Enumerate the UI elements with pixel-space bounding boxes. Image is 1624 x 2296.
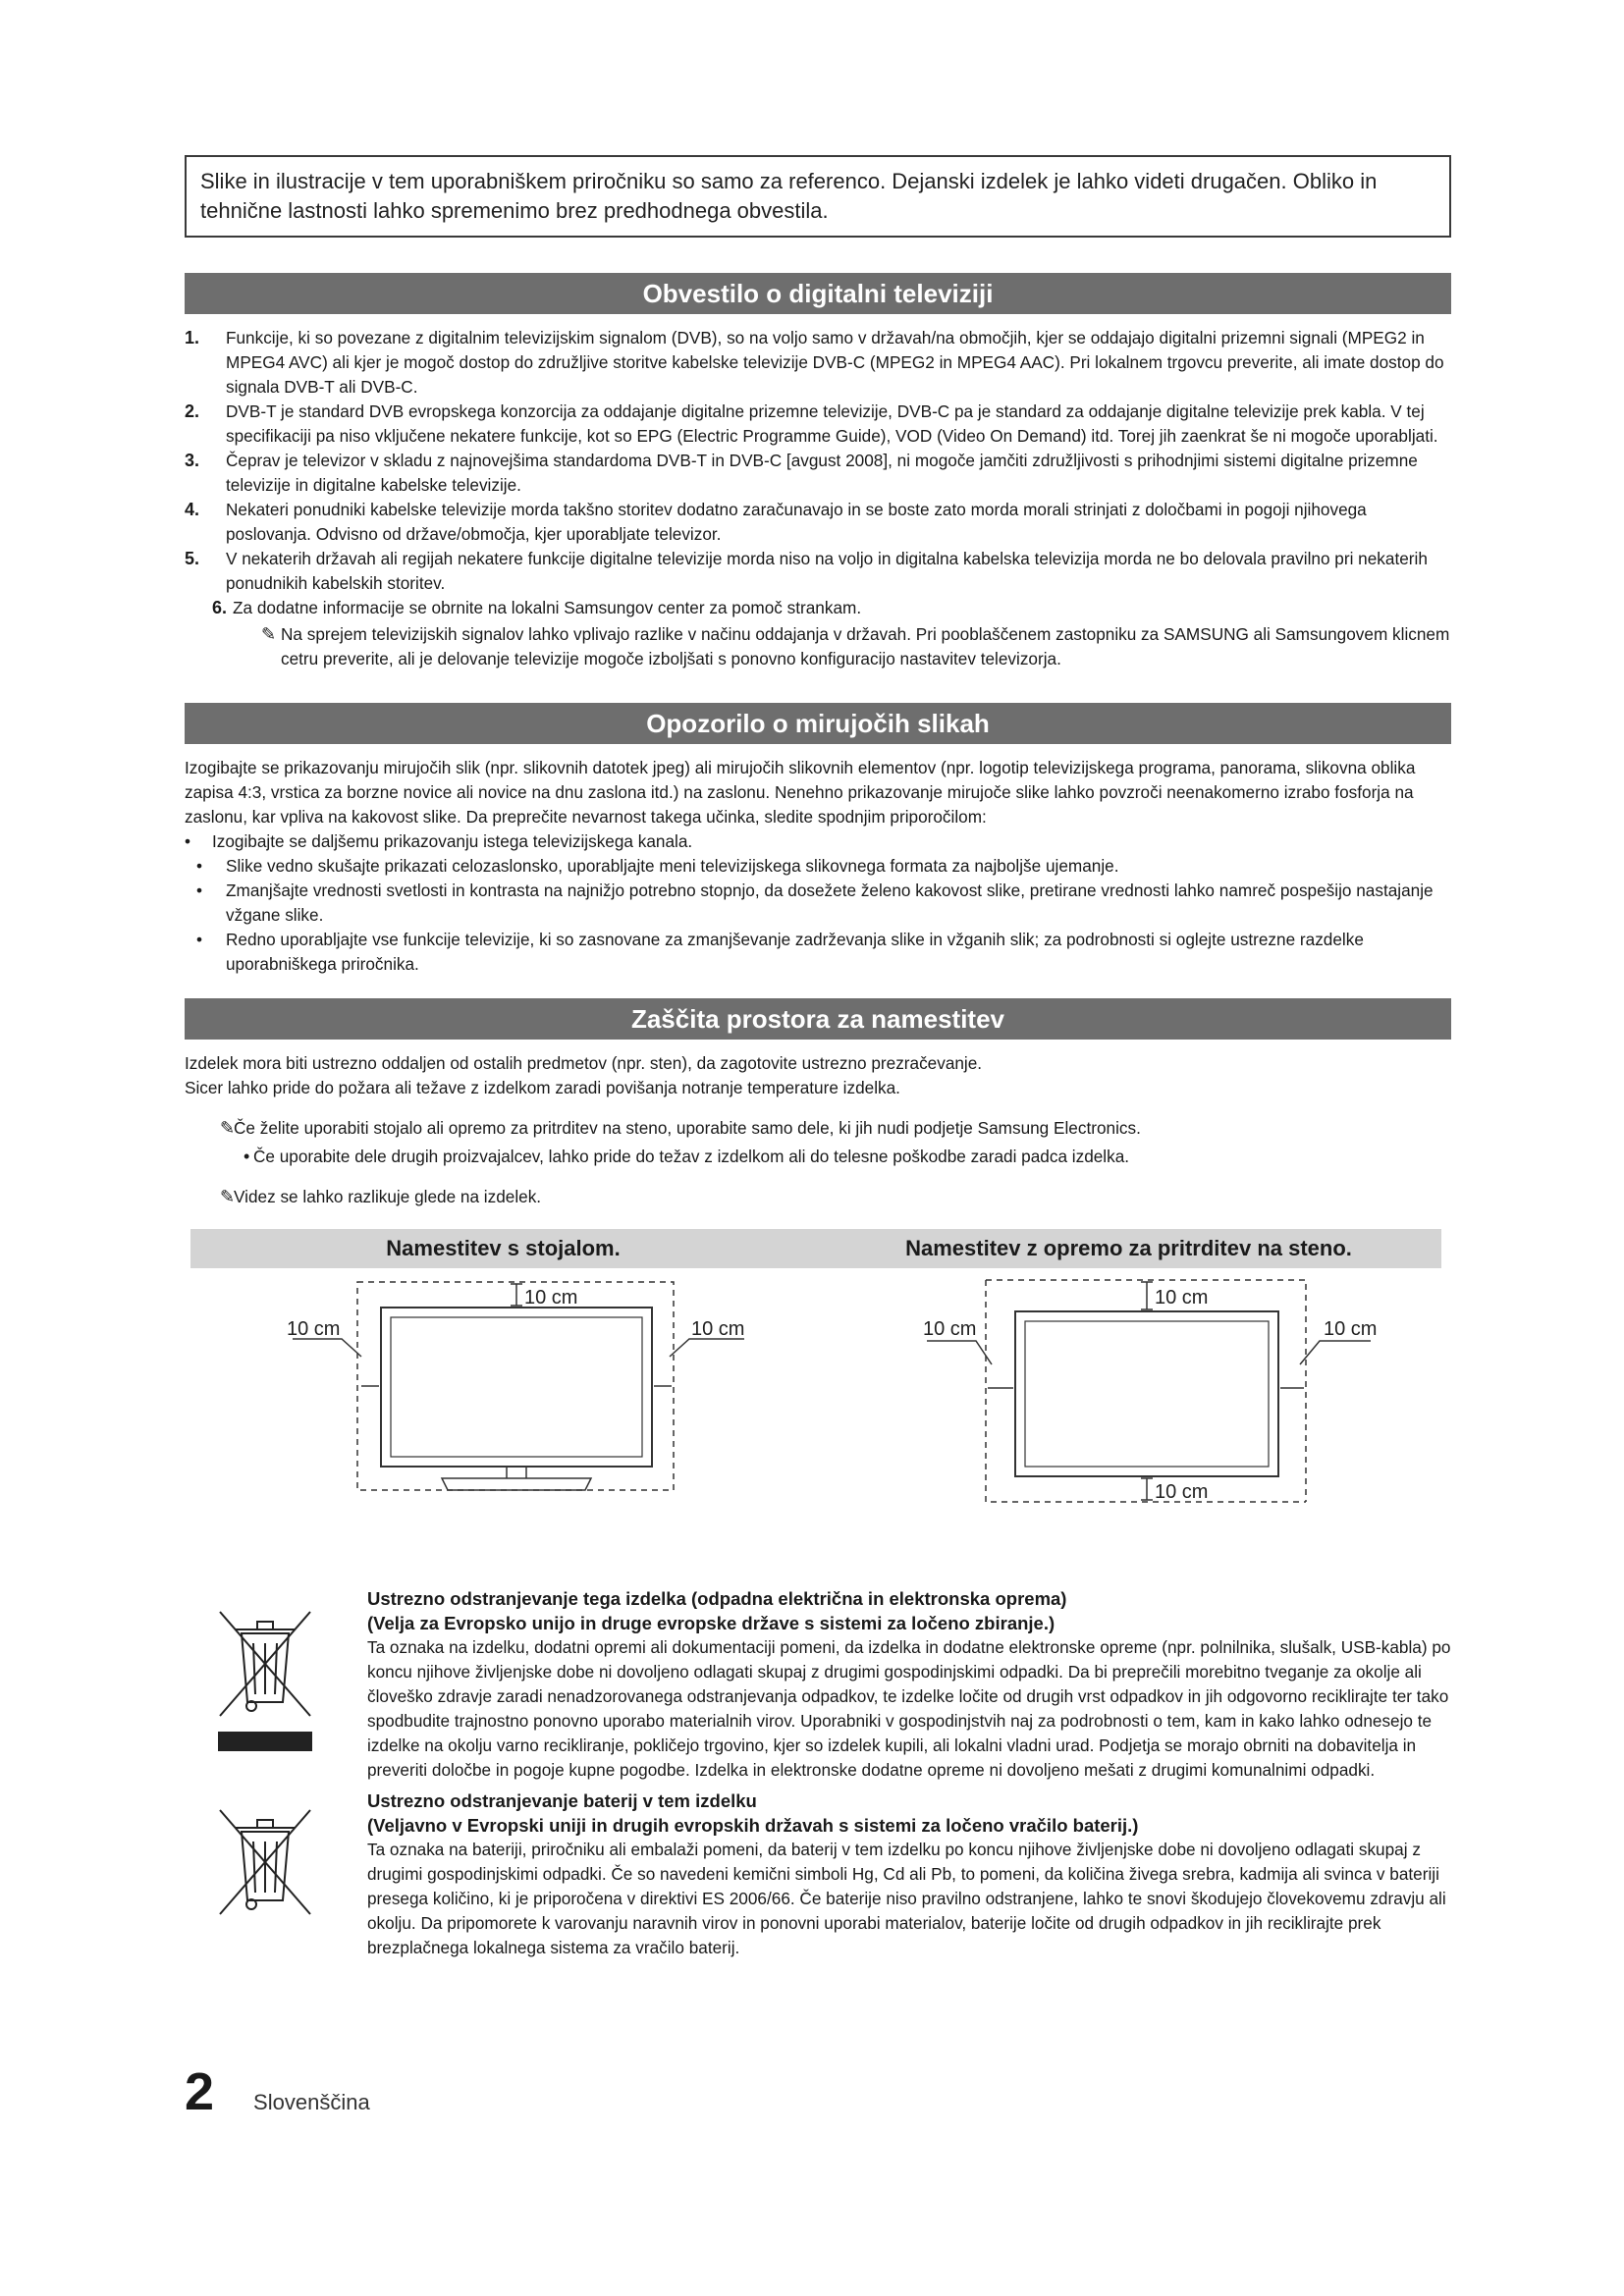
sub-note-dot-icon: • [244, 1147, 250, 1166]
item-number: 3. [185, 451, 200, 470]
crossed-out-bin-icon [214, 1606, 316, 1753]
section-heading-still-images: Opozorilo o mirujočih slikah [185, 703, 1451, 744]
weee-subtitle: (Velja za Evropsko unijo in druge evropske države s sistemi za ločeno zbiranje.) [367, 1613, 1056, 1633]
list-item [185, 449, 1451, 498]
list-item [185, 547, 1451, 596]
battery-body: Ta oznaka na bateriji, priročniku ali embalaži pomeni, da baterij v tem izdelku po koncu njihove življenjske dobe ni dovoljeno odlagati skupaj z drugimi gospodinjskimi odpadki. Če so navedeni kemični simboli Hg, Cd ali Pb, to pomeni, da količina živega srebra, kadmija ali svinca v bateriji presega količino, ki je priporočena v direktivi ES 2006/66. Če baterije niso pravilno odstranjene, lahko te snovi škodujejo človekovemu zdravju ali okolju. Da pripomorete k varovanju naravnih virov in ponovni uporabi materialov, baterije ločite od drugih odpadkov in jih reciklirajte prek brezplačnega lokalnega sistema za vračilo baterij. [367, 1840, 1446, 1957]
list-item [185, 400, 1451, 449]
note-text: Na sprejem televizijskih signalov lahko vplivajo razlike v načinu oddajanja v državah. Pri pooblaščenem zastopniku za SAMSUNG ali Samsungovem klicnem cetru preverite, ali je delovanje televizije mogoče izboljšati s ponovno konfiguracijo nastavitev televizorja. [281, 624, 1450, 668]
bullet-item [185, 854, 1451, 879]
battery-disposal-block [185, 1789, 1451, 1960]
note-text: Če želite uporabiti stojalo ali opremo za pritrditev na steno, uporabite samo dele, ki jih nudi podjetje Samsung Electronics. [234, 1118, 1141, 1138]
dim-label: 10 cm [1324, 1318, 1378, 1340]
wall-clearance-boundary-top [986, 1280, 1306, 1502]
third-party-parts-note [185, 1145, 1451, 1169]
page-number: 2 [185, 2062, 215, 2121]
reception-note [185, 622, 1451, 671]
disclaimer-box: Slike in ilustracije v tem uporabniškem priročniku so samo za referenco. Dejanski izdelek je lahko videti drugačen. Obliko in tehnične lastnosti lahko spremenimo brez predhodnega obvestila. [185, 155, 1451, 238]
stand-clearance-boundary [357, 1282, 674, 1490]
note-pencil-icon: ✎ [220, 1118, 236, 1138]
section-heading-digital-tv: Obvestilo o digitalni televiziji [185, 273, 1451, 314]
dim-label: 10 cm [1155, 1481, 1209, 1503]
weee-disposal-block [185, 1586, 1451, 1783]
bullet-item [185, 829, 1451, 854]
item-number: 1. [185, 328, 200, 347]
list-item [185, 326, 1451, 400]
bullet-dot-icon: • [196, 881, 203, 900]
still-images-intro: Izogibajte se prikazovanju mirujočih slik (npr. slikovnih datotek jpeg) ali mirujočih slikovnih elementov (npr. logotip televizijskega programa, panorama, slikovna oblika zapisa 4:3, vrstica za borzne novice ali novice na dnu zaslona itd.) na zaslonu. Nenehno prikazovanje mirujoče slike lahko povzroči neenakomerno izrabo fosforja na zaslonu, kar vpliva na kakovost slike. Da preprečite nevarnost takega učinka, sledite spodnjim priporočilom: [185, 758, 1416, 827]
battery-subtitle: (Veljavno v Evropski uniji in drugih evropskih državah s sistemi za ločeno vračilo baterij.) [367, 1815, 1139, 1836]
wall-clearance-boundary [986, 1280, 1306, 1502]
bullet-text: Redno uporabljajte vse funkcije televizije, ki so zasnovane za zmanjševanje zadrževanja slike in vžganih slik; za podrobnosti si oglejte ustrezne razdelke uporabniškega priročnika. [226, 930, 1364, 974]
dim-label: 10 cm [1155, 1287, 1209, 1308]
note-pencil-icon: ✎ [261, 624, 277, 644]
item-text: Za dodatne informacije se obrnite na lokalni Samsungov center za pomoč strankam. [233, 598, 862, 617]
still-images-bullets [185, 829, 1451, 977]
item-number: 2. [185, 401, 200, 421]
bullet-item [185, 928, 1451, 977]
bullet-item [185, 879, 1451, 928]
item-number: 5. [185, 549, 200, 568]
bullet-text: Izogibajte se daljšemu prikazovanju istega televizijskega kanala. [212, 831, 693, 851]
clearance-diagram-svg [185, 1276, 1451, 1571]
item-text: Čeprav je televizor v skladu z najnovejšima standardoma DVB-T in DVB-C [avgust 2008], ni mogoče jamčiti združljivosti s prihodnjimi sistemi digitalne prizemne televizije in digitalne kabelske televizije. [226, 451, 1418, 495]
bullet-text: Slike vedno skušajte prikazati celozaslonsko, uporabljajte meni televizijskega slikovnega formata za najboljše ujemanje. [226, 856, 1119, 876]
wall-right-leader [1300, 1341, 1371, 1364]
installation-intro-2: Sicer lahko pride do požara ali težave z izdelkom zaradi povišanja notranje temperature izdelka. [185, 1078, 900, 1097]
stand-right-leader [670, 1339, 744, 1357]
list-item [185, 596, 1451, 620]
battery-title: Ustrezno odstranjevanje baterij v tem izdelku [367, 1790, 757, 1811]
stand-parts-note [185, 1116, 1451, 1141]
bullet-dot-icon: • [196, 930, 203, 949]
dim-label: 10 cm [923, 1318, 977, 1340]
language-label: Slovenščina [253, 2090, 370, 2114]
wall-left-leader [927, 1341, 992, 1364]
bullet-dot-icon: • [196, 856, 203, 876]
item-text: V nekaterih državah ali regijah nekatere funkcije digitalne televizije morda niso na voljo in digitalna kabelska televizija morda ne bo delovala pravilno pri nekaterih ponudnikih kabelskih storitev. [226, 549, 1428, 593]
wall-mounted-tv-icon [1015, 1311, 1278, 1476]
item-text: Funkcije, ki so povezane z digitalnim televizijskim signalom (DVB), so na voljo samo v državah/na območjih, kjer se oddajajo digitalni prizemni signali (MPEG2 in MPEG4 AVC) ali kjer je mogoč dostop do združljive storitve kabelske televizije DVB-C (MPEG2 in MPEG4 AAC). Pri lokalnem trgovcu preverite, ali imate dostop do signala DVB-T ali DVB-C. [226, 328, 1444, 397]
stand-left-leader [293, 1339, 361, 1357]
tv-on-stand-icon [381, 1308, 652, 1490]
stand-installation-label: Namestitev s stojalom. [386, 1236, 621, 1260]
bullet-text: Zmanjšajte vrednosti svetlosti in kontrasta na najnižjo potrebno stopnjo, da dosežete želeno kakovost slike, pretirane vrednosti lahko namreč pospešijo nastajanje vžgane slike. [226, 881, 1434, 925]
item-text: Nekateri ponudniki kabelske televizije morda takšno storitev dodatno zaračunavajo in se boste zato morda morali strinjati z določbami in pogoji njihovega poslovanja. Odvisno od države/območja, kjer uporabljate televizor. [226, 500, 1367, 544]
weee-body: Ta oznaka na izdelku, dodatni opremi ali dokumentaciji pomeni, da izdelka in dodatne elektronske opreme (npr. polnilnika, slušalk, USB-kabla) po koncu njihove življenjske dobe ni dovoljeno odlagati skupaj z drugimi gospodinjskimi odpadki. Da bi preprečili morebitno tveganje za okolje ali človeško zdravje zaradi nenadzorovanega odstranjevanja odpadkov, te izdelke ločite od drugih vrst odpadkov in jih odgovorno reciklirajte ter tako spodbudite trajnostno ponovno uporabo materialnih virov. Uporabniki v gospodinjstvih naj za podrobnosti o tem, kam in kako lahko odnesejo te izdelke na okolju varno recikliranje, pokličejo trgovino, kjer so izdelek kupili, ali lokalni vladni urad. Podjetja se morajo obrniti na dobavitelja in preveriti določbe in pogoje kupne pogodbe. Izdelka in elektronske dodatne opreme ni dovoljeno mešati z drugimi komunalnimi odpadki. [367, 1637, 1451, 1780]
installation-intro-1: Izdelek mora biti ustrezno oddaljen od ostalih predmetov (npr. sten), da zagotovite ustrezno prezračevanje. [185, 1053, 983, 1073]
wall-mount-installation-label: Namestitev z opremo za pritrditev na steno. [905, 1236, 1352, 1260]
note-text: Videz se lahko razlikuje glede na izdelek. [234, 1187, 542, 1206]
item-number: 4. [185, 500, 200, 519]
crossed-out-battery-bin-icon [214, 1804, 316, 1922]
section-heading-installation-space: Zaščita prostora za namestitev [185, 998, 1451, 1040]
item-number: 6. [212, 598, 228, 617]
dim-label: 10 cm [691, 1318, 745, 1340]
note-pencil-icon: ✎ [220, 1187, 236, 1206]
item-text: DVB-T je standard DVB evropskega konzorcija za oddajanje digitalne prizemne televizije, DVB-C pa je standard za oddajanje digitalne televizije prek kabla. V tej specifikaciji pa niso vključene nekatere funkcije, kot so EPG (Electric Programme Guide), VOD (Video On Demand) itd. Torej jih zaenkrat še ni mogoče uporabljati. [226, 401, 1438, 446]
bullet-dot-icon: • [185, 831, 191, 851]
appearance-note [185, 1185, 1451, 1209]
dim-label: 10 cm [287, 1318, 341, 1340]
manual-page [185, 155, 1451, 1960]
digital-tv-list [185, 326, 1451, 620]
page-footer [185, 2061, 370, 2122]
installation-subheading [190, 1229, 1441, 1268]
disposal-section [185, 1586, 1451, 1960]
note-text: Če uporabite dele drugih proizvajalcev, lahko pride do težav z izdelkom ali do telesne poškodbe zaradi padca izdelka. [253, 1147, 1130, 1166]
dim-label: 10 cm [524, 1287, 578, 1308]
clearance-diagrams [185, 1276, 1451, 1571]
weee-title: Ustrezno odstranjevanje tega izdelka (odpadna električna in elektronska oprema) [367, 1588, 1067, 1609]
list-item [185, 498, 1451, 547]
